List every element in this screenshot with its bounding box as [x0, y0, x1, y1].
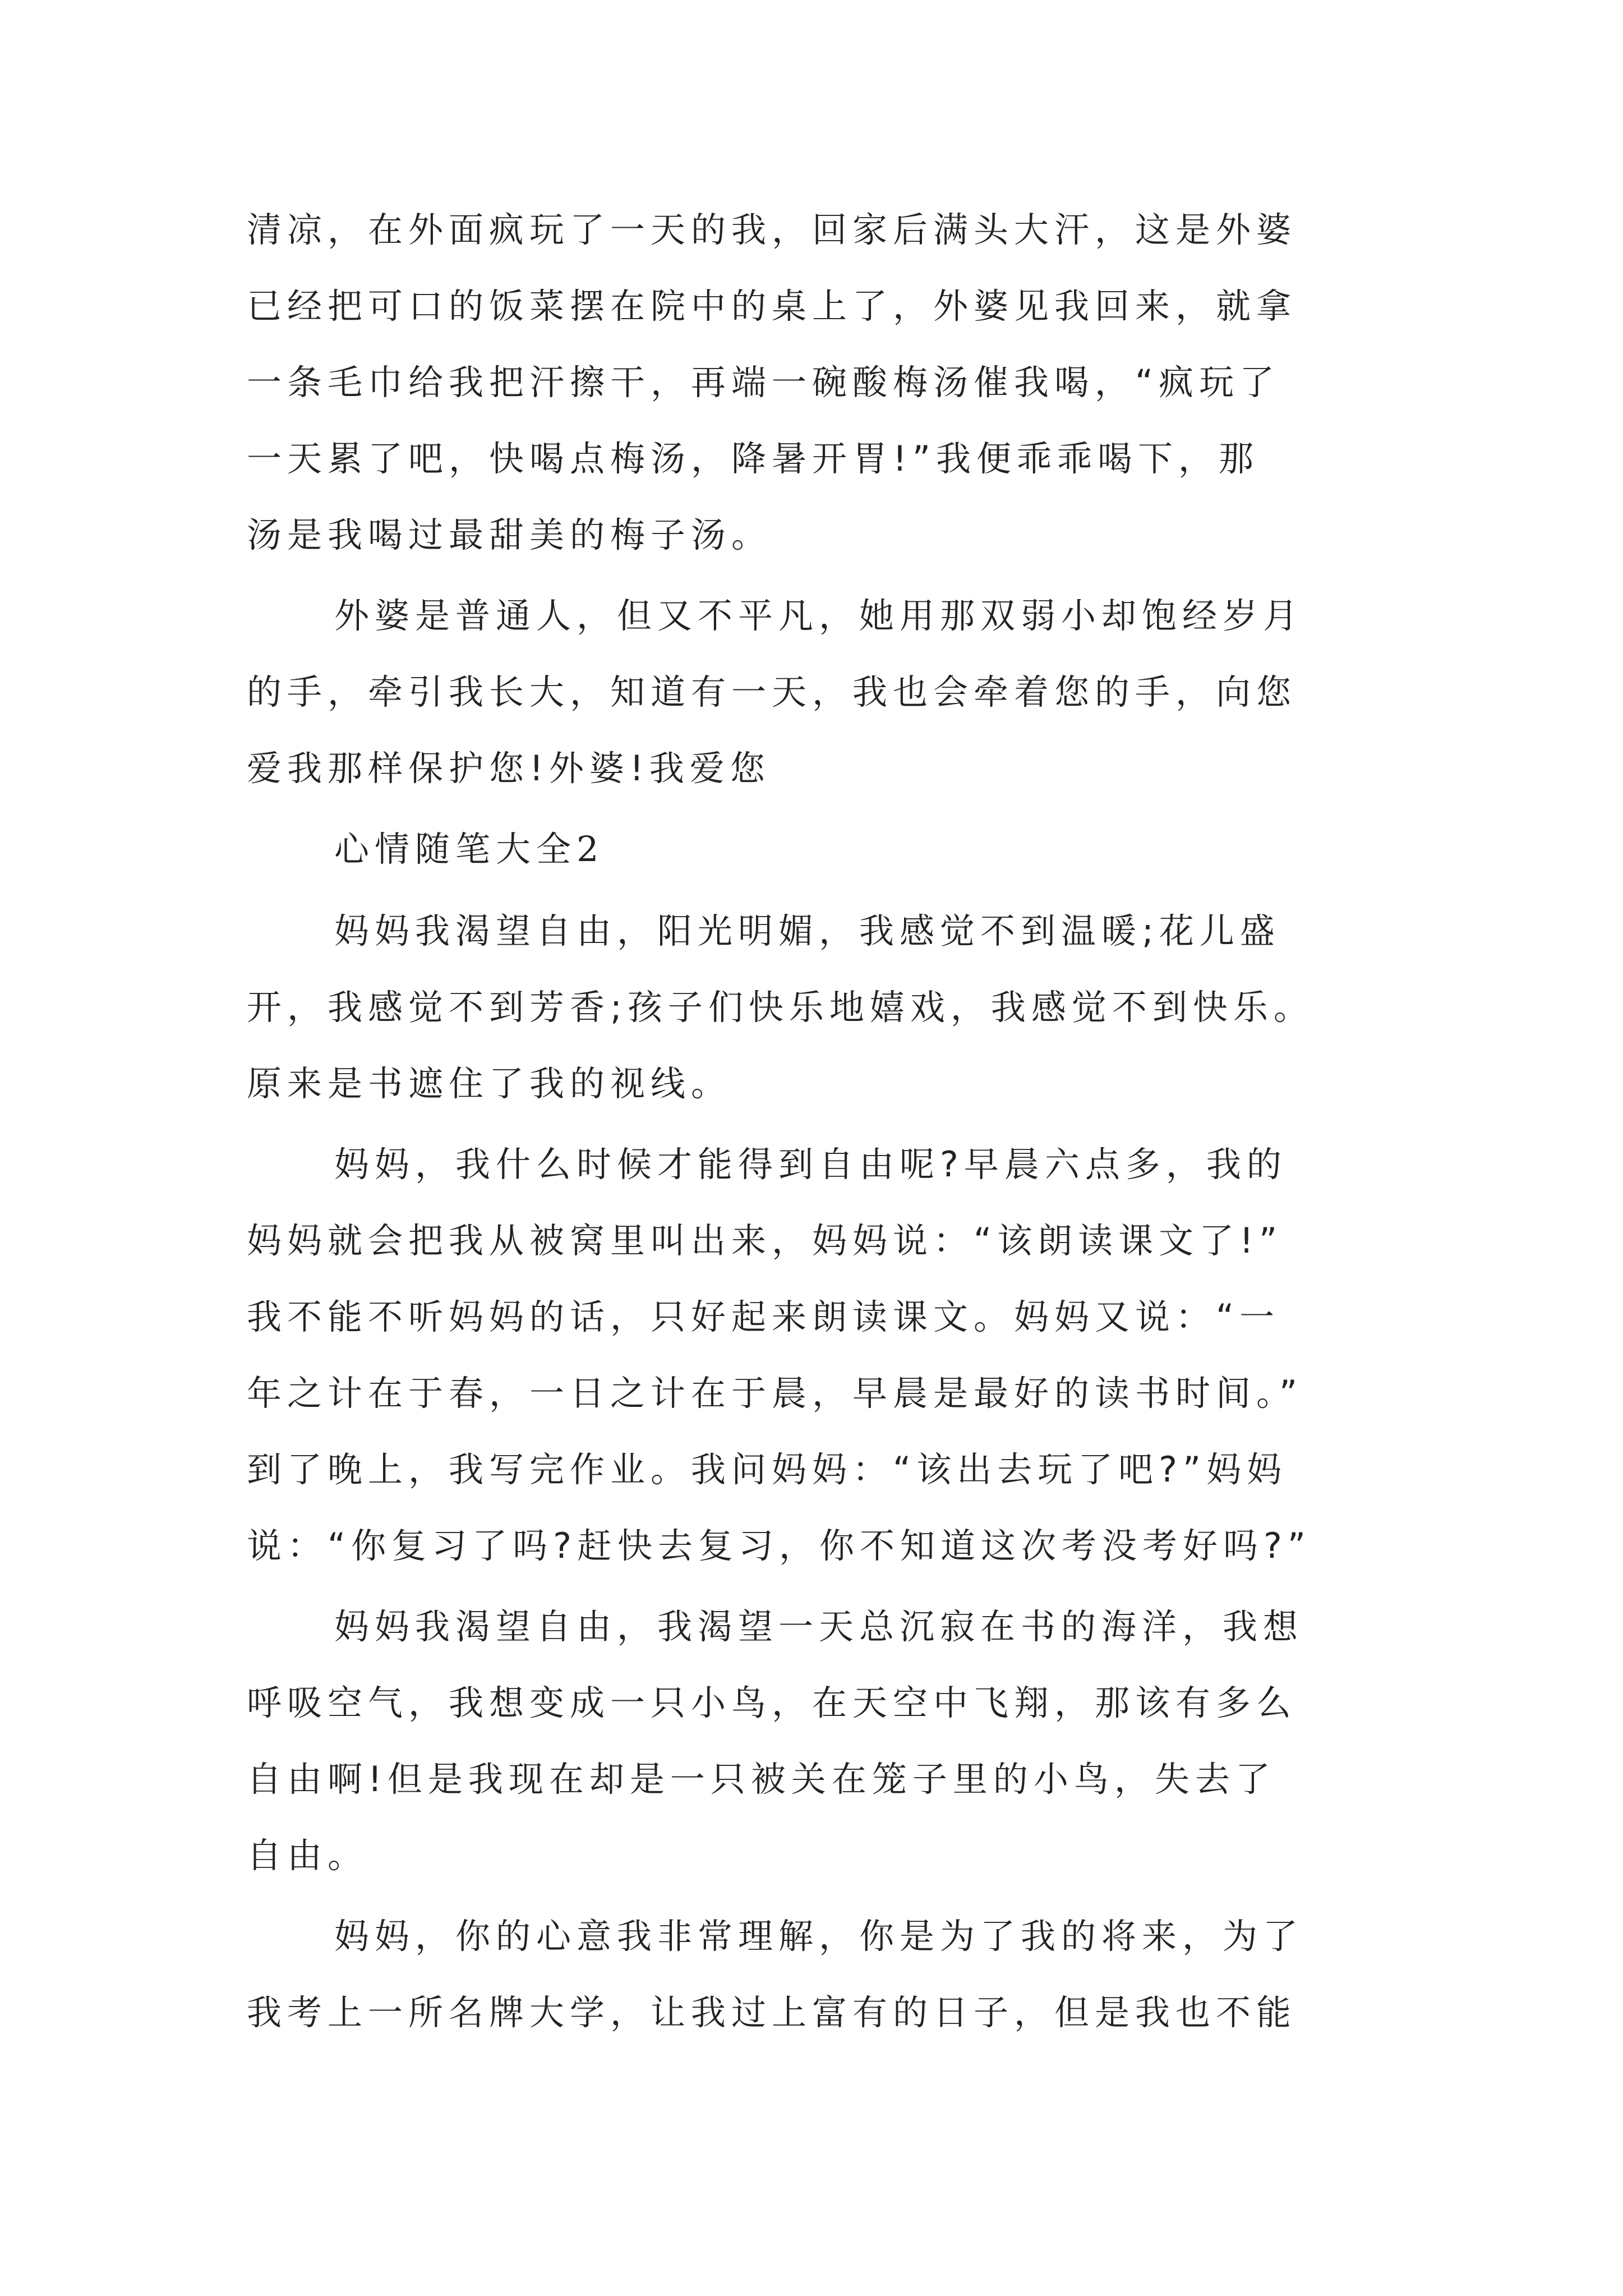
- text-line: 的手，牵引我长大，知道有一天，我也会牵着您的手，向您: [247, 671, 1297, 712]
- section-heading: 心情随笔大全2: [334, 829, 605, 869]
- text-line: 妈妈就会把我从被窝里叫出来，妈妈说：“该朗读课文了!”: [247, 1220, 1283, 1261]
- text-line: 妈妈，我什么时候才能得到自由呢?早晨六点多，我的: [334, 1144, 1287, 1185]
- paragraph-4: [247, 1126, 1376, 1584]
- text-line: 开，我感觉不到芳香;孩子们快乐地嬉戏，我感觉不到快乐。: [247, 987, 1314, 1028]
- text-line: 呼吸空气，我想变成一只小鸟，在天空中飞翔，那该有多么: [247, 1682, 1297, 1723]
- text-line: 年之计在于春，一日之计在于晨，早晨是最好的读书时间。”: [247, 1373, 1303, 1414]
- text-line: 自由啊!但是我现在却是一只被关在笼子里的小鸟，失去了: [247, 1759, 1276, 1800]
- paragraph-6: [247, 1898, 1376, 2051]
- text-line: 外婆是普通人，但又不平凡，她用那双弱小却饱经岁月: [334, 595, 1304, 636]
- text-line: 说：“你复习了吗?赶快去复习，你不知道这次考没考好吗?”: [247, 1525, 1312, 1566]
- text-line: 妈妈我渴望自由，阳光明媚，我感觉不到温暖;花儿盛: [334, 910, 1280, 951]
- text-line: 一条毛巾给我把汗擦干，再端一碗酸梅汤催我喝，“疯玩了: [247, 362, 1280, 403]
- text-line: 清凉，在外面疯玩了一天的我，回家后满头大汗，这是外婆: [247, 209, 1297, 250]
- paragraph-2: [247, 578, 1376, 807]
- paragraph-1: [247, 192, 1376, 573]
- text-line: 爱我那样保护您!外婆!我爱您: [247, 748, 771, 789]
- text-line: 妈妈，你的心意我非常理解，你是为了我的将来，为了: [334, 1916, 1304, 1957]
- text-line: 原来是书遮住了我的视线。: [247, 1063, 732, 1104]
- text-line: 自由。: [247, 1835, 368, 1876]
- text-line: 我不能不听妈妈的话，只好起来朗读课文。妈妈又说：“一: [247, 1296, 1280, 1337]
- text-line: 到了晚上，我写完作业。我问妈妈：“该出去玩了吧?”妈妈: [247, 1449, 1288, 1490]
- paragraph-3: [247, 893, 1376, 1122]
- document-page: [247, 192, 1376, 2051]
- text-line: 汤是我喝过最甜美的梅子汤。: [247, 514, 772, 555]
- text-line: 已经把可口的饭菜摆在院中的桌上了，外婆见我回来，就拿: [247, 286, 1297, 326]
- text-line: 妈妈我渴望自由，我渴望一天总沉寂在书的海洋，我想: [334, 1606, 1304, 1647]
- paragraph-5: [247, 1589, 1376, 1894]
- text-line: 我考上一所名牌大学，让我过上富有的日子，但是我也不能: [247, 1992, 1297, 2033]
- text-line: 一天累了吧，快喝点梅汤，降暑开胃!”我便乖乖喝下，那: [247, 438, 1259, 479]
